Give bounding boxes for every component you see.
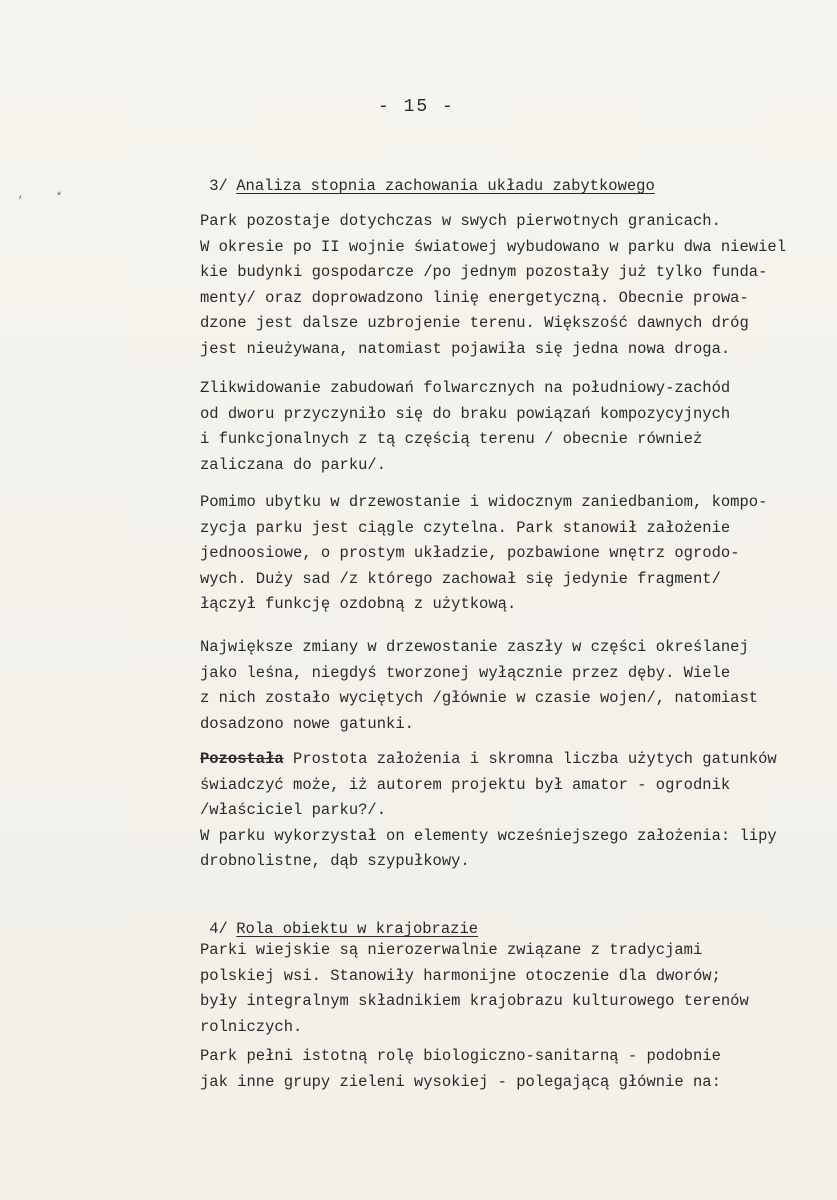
text-line: W okresie po II wojnie światowej wybudowano w parku dwa niewiel [200,237,786,256]
text-line: dosadzono nowe gatunki. [200,714,414,733]
paragraph [200,209,837,362]
text-line: z nich zostało wyciętych /głównie w czasie wojen/, natomiast [200,689,759,707]
section-number: 3/ [209,177,228,195]
text-line: Pomimo ubytku w drzewostanie i widocznym zaniedbaniom, kompo- [200,493,768,511]
section-number: 4/ [209,920,228,938]
text-line: Zlikwidowanie zabudowań folwarcznych na południowy-zachód [200,379,731,397]
text-line: /właściciel parku?/. [200,801,387,819]
text-line: łączył funkcję ozdobną z użytkową. [200,595,517,613]
text-line: i funkcjonalnych z tą częścią terenu / obecnie również [200,430,703,448]
text-line: jednoosiowe, o prostym układzie, pozbawione wnętrz ogrodo- [200,544,740,562]
section-3-heading [172,159,655,213]
text-line: W parku wykorzystał on elementy wcześniejszego założenia: lipy [200,826,777,845]
paragraph [200,635,837,737]
text-line: Park pełni istotną rolę biologiczno-sanitarną - podobnie [200,1047,721,1065]
text-line: menty/ oraz doprowadzono linię energetyczną. Obecnie prowa- [200,288,749,307]
text-line: dzone jest dalsze uzbrojenie terenu. Większość dawnych dróg [200,314,749,332]
paragraph [200,1044,837,1095]
paragraph [200,376,837,478]
margin-mark: * [56,192,63,203]
text-line: Największe zmiany w drzewostanie zaszły w części określanej [200,638,749,656]
text-line: Park pozostaje dotychczas w swych pierwotnych granicach. [200,212,721,230]
text-line: od dworu przyczyniło się do braku powiązań kompozycyjnych [200,404,731,423]
text-line: świadczyć może, iż autorem projektu był amator - ogrodnik [200,775,731,794]
text-line: polskiej wsi. Stanowiły harmonijne otoczenie dla dworów; [200,966,721,985]
text-line: kie budynki gospodarcze /po jednym pozostały już tylko funda- [200,263,768,281]
text-line: wych. Duży sad /z którego zachował się jedynie fragment/ [200,569,721,588]
text-line: jako leśna, niegdyś tworzonej wyłącznie przez dęby. Wiele [200,663,731,682]
section-title: Analiza stopnia zachowania układu zabytkowego [236,177,655,195]
section-title: Rola obiektu w krajobrazie [236,920,479,938]
page-number: - 15 - [378,97,455,117]
struck-out-word: Pozostała [200,750,284,768]
margin-mark: , [18,190,25,201]
text-line: Parki wiejskie są nierozerwalnie związane z tradycjami [200,941,703,959]
text-line [200,747,837,773]
text-line: rolniczych. [200,1017,303,1036]
text-fragment: Prostota założenia i skromna liczba użytych gatunków [283,750,777,768]
text-line: jak inne grupy zieleni wysokiej - polegającą głównie na: [200,1072,721,1091]
paragraph [200,490,837,618]
text-line: zaliczana do parku/. [200,455,387,474]
text-line: drobnolistne, dąb szypułkowy. [200,852,470,870]
text-line: były integralnym składnikiem krajobrazu kulturowego terenów [200,992,749,1010]
text-line: jest nieużywana, natomiast pojawiła się jedna nowa droga. [200,339,731,358]
text-line: zycja parku jest ciągle czytelna. Park stanowił założenie [200,518,731,537]
paragraph [200,747,837,875]
paragraph [200,938,837,1040]
